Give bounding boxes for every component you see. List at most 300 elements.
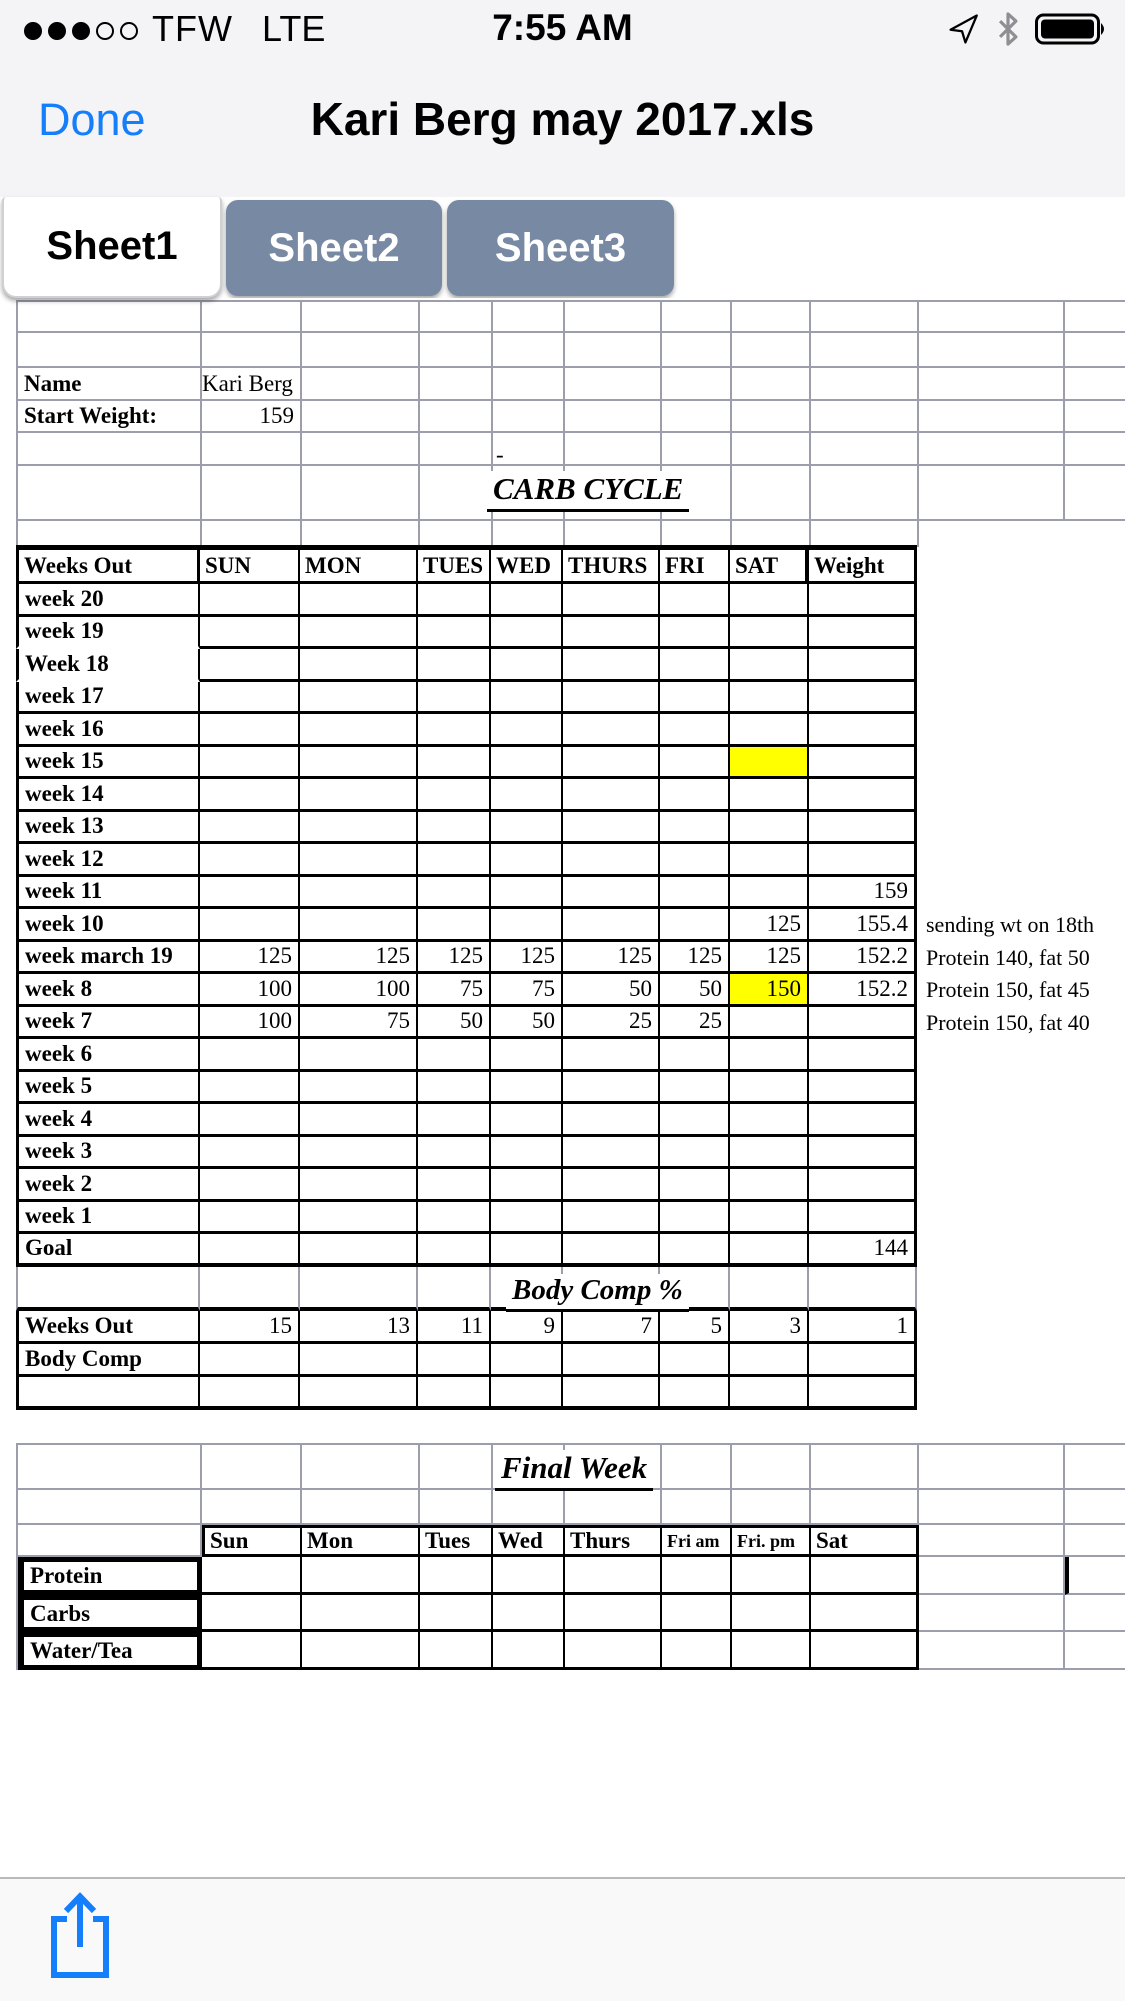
weeks-out-label: Weeks Out (16, 1311, 200, 1344)
day-cell (563, 1202, 660, 1235)
day-cell (491, 1072, 563, 1105)
cell (302, 433, 420, 466)
carrier-label: TFW (152, 8, 233, 49)
cell (420, 466, 493, 521)
day-cell (300, 649, 418, 682)
cell (811, 401, 919, 433)
cell (919, 368, 1065, 401)
day-cell (660, 1169, 730, 1202)
final-data-cell (420, 1557, 493, 1595)
day-cell (563, 1137, 660, 1170)
row-label: week 13 (16, 812, 200, 845)
final-data-cell (493, 1632, 565, 1670)
day-cell (200, 1072, 300, 1105)
cell (420, 1490, 493, 1525)
day-cell (730, 1202, 809, 1235)
day-cell (730, 682, 809, 715)
row-label: week 11 (16, 877, 200, 910)
day-cell (300, 844, 418, 877)
day-cell (300, 1039, 418, 1072)
cell (919, 1445, 1065, 1490)
weight-cell (809, 747, 917, 780)
day-cell (730, 1169, 809, 1202)
carb-cycle-table (16, 545, 1125, 1267)
cell (565, 1490, 662, 1525)
day-cell (563, 1169, 660, 1202)
final-day-header: Sat (811, 1525, 919, 1557)
carb-cycle-title: CARB CYCLE (487, 471, 689, 512)
weeks-out-value: 13 (300, 1311, 418, 1344)
cell (919, 302, 1065, 333)
day-cell (660, 1104, 730, 1137)
day-cell (200, 1039, 300, 1072)
day-cell (563, 812, 660, 845)
day-cell (660, 1039, 730, 1072)
cell (662, 1445, 732, 1490)
title-row-cell (16, 1267, 200, 1311)
note-cell (917, 617, 1125, 650)
note-cell (917, 844, 1125, 877)
day-cell (730, 1234, 809, 1267)
final-data-cell (420, 1632, 493, 1670)
note-cell (917, 649, 1125, 682)
cell (565, 368, 662, 401)
weight-cell: 152.2 (809, 974, 917, 1007)
cell (732, 1445, 811, 1490)
cell (18, 521, 202, 547)
final-data-cell (732, 1595, 811, 1632)
final-data-cell (302, 1595, 420, 1632)
column-header: TUES (418, 545, 491, 584)
day-cell: 125 (418, 942, 491, 975)
weeks-out-value: 3 (730, 1311, 809, 1344)
cell (302, 302, 420, 333)
final-data-cell (811, 1595, 919, 1632)
empty-cell (809, 1377, 917, 1410)
network-label: LTE (262, 8, 326, 49)
cell (493, 521, 565, 547)
day-cell (563, 1234, 660, 1267)
day-cell (491, 1104, 563, 1137)
cell (302, 401, 420, 433)
weight-cell (809, 1072, 917, 1105)
day-cell (491, 1169, 563, 1202)
day-cell (418, 649, 491, 682)
cell (1065, 1490, 1125, 1525)
body-comp-cell (491, 1344, 563, 1377)
final-day-header: Wed (493, 1525, 565, 1557)
day-cell (200, 909, 300, 942)
final-data-cell (565, 1595, 662, 1632)
cell (302, 1445, 420, 1490)
cell (919, 466, 1065, 521)
day-cell (418, 1169, 491, 1202)
start-weight-value: 159 (202, 401, 302, 433)
share-button[interactable] (40, 1889, 120, 1984)
cell (1065, 1632, 1125, 1670)
cell (811, 333, 919, 368)
empty-cell (200, 1377, 300, 1410)
day-cell (730, 617, 809, 650)
day-cell (200, 1202, 300, 1235)
day-cell (660, 682, 730, 715)
day-cell (660, 1072, 730, 1105)
cell (662, 333, 732, 368)
cell (662, 433, 732, 466)
cell (202, 302, 302, 333)
cell (420, 433, 493, 466)
row-label: week 7 (16, 1007, 200, 1040)
cell (732, 333, 811, 368)
row-label: week 2 (16, 1169, 200, 1202)
day-cell (563, 909, 660, 942)
column-header: Weight (809, 545, 917, 584)
final-data-cell (420, 1595, 493, 1632)
cell (919, 521, 1065, 547)
day-cell (200, 1169, 300, 1202)
day-cell (660, 779, 730, 812)
cell (493, 368, 565, 401)
final-row-label: Carbs (18, 1595, 202, 1632)
cell (662, 521, 732, 547)
top-chrome (0, 0, 1125, 197)
cell (302, 333, 420, 368)
weight-cell (809, 1202, 917, 1235)
day-cell (200, 747, 300, 780)
tab-sheet1[interactable]: Sheet1 (2, 197, 222, 298)
note-cell (917, 584, 1125, 617)
day-cell (563, 877, 660, 910)
body-comp-label: Body Comp (16, 1344, 200, 1377)
cell (565, 433, 662, 466)
body-comp-table (16, 1267, 917, 1410)
day-cell: 25 (660, 1007, 730, 1040)
cell (18, 433, 202, 466)
cell (18, 1445, 202, 1490)
day-cell: 125 (300, 942, 418, 975)
day-cell (491, 844, 563, 877)
day-cell: 75 (300, 1007, 418, 1040)
cell (420, 333, 493, 368)
day-cell: 125 (491, 942, 563, 975)
note-cell (917, 714, 1125, 747)
weight-cell: 152.2 (809, 942, 917, 975)
cell (18, 1490, 202, 1525)
day-cell (200, 682, 300, 715)
weeks-out-value: 7 (563, 1311, 660, 1344)
final-data-cell (732, 1632, 811, 1670)
cell (420, 521, 493, 547)
cell (919, 1595, 1065, 1632)
day-cell (300, 617, 418, 650)
tab-sheet2[interactable]: Sheet2 (226, 200, 442, 296)
cell (1065, 401, 1125, 433)
day-cell (563, 1104, 660, 1137)
note-cell: Protein 150, fat 45 (926, 977, 1090, 1003)
day-cell (730, 877, 809, 910)
day-cell (660, 877, 730, 910)
cell (662, 401, 732, 433)
day-cell (200, 812, 300, 845)
cell (1065, 1595, 1125, 1632)
day-cell (491, 812, 563, 845)
day-cell (730, 812, 809, 845)
note-cell (917, 877, 1125, 910)
day-cell (491, 877, 563, 910)
weeks-out-value: 11 (418, 1311, 491, 1344)
title-row-cell (200, 1267, 300, 1311)
note-cell (917, 1072, 1125, 1105)
final-day-header: Sun (202, 1525, 302, 1557)
cell (919, 1525, 1065, 1557)
day-cell (730, 1007, 809, 1040)
weight-cell (809, 1007, 917, 1040)
start-weight-label: Start Weight: (18, 401, 202, 433)
day-cell (491, 1234, 563, 1267)
cell (302, 368, 420, 401)
row-label: week 19 (16, 617, 200, 650)
day-cell (491, 909, 563, 942)
empty-cell (491, 1377, 563, 1410)
body-comp-cell (418, 1344, 491, 1377)
title-row-cell (730, 1267, 809, 1311)
cell (1065, 433, 1125, 466)
day-cell: 100 (200, 974, 300, 1007)
status-time: 7:55 AM (492, 7, 633, 48)
day-cell (418, 584, 491, 617)
day-cell (418, 877, 491, 910)
day-cell: 75 (491, 974, 563, 1007)
day-cell (660, 617, 730, 650)
final-day-header: Fri am (662, 1525, 732, 1557)
weeks-out-value: 1 (809, 1311, 917, 1344)
location-arrow-icon (947, 12, 981, 46)
body-comp-cell (660, 1344, 730, 1377)
final-day-header: Mon (302, 1525, 420, 1557)
day-cell: 125 (730, 909, 809, 942)
cell (732, 368, 811, 401)
empty-cell (418, 1377, 491, 1410)
cell (18, 1525, 202, 1557)
note-cell (917, 1202, 1125, 1235)
column-header: MON (300, 545, 418, 584)
day-cell (300, 1202, 418, 1235)
row-label: week 15 (16, 747, 200, 780)
day-cell (563, 682, 660, 715)
day-cell (300, 812, 418, 845)
day-cell (200, 1137, 300, 1170)
name-label: Name (18, 368, 202, 401)
day-cell (200, 1234, 300, 1267)
final-data-cell (811, 1557, 919, 1595)
day-cell (300, 584, 418, 617)
day-cell: 50 (418, 1007, 491, 1040)
name-value: Kari Berg (202, 368, 302, 401)
day-cell (491, 584, 563, 617)
weight-cell: 144 (809, 1234, 917, 1267)
final-row-label: Protein (18, 1557, 202, 1595)
row-label: week 16 (16, 714, 200, 747)
cell (420, 368, 493, 401)
final-day-header: Tues (420, 1525, 493, 1557)
day-cell (418, 1104, 491, 1137)
weight-cell (809, 682, 917, 715)
document-title: Kari Berg may 2017.xls (310, 93, 815, 145)
day-cell (200, 714, 300, 747)
final-row-label: Water/Tea (18, 1632, 202, 1670)
cell (919, 1557, 1065, 1595)
cell (732, 302, 811, 333)
day-cell (418, 1202, 491, 1235)
day-cell (200, 877, 300, 910)
cell (1065, 1525, 1125, 1557)
column-header: SAT (730, 545, 809, 584)
row-label: week 17 (16, 682, 200, 715)
empty-cell (730, 1377, 809, 1410)
day-cell (200, 617, 300, 650)
day-cell (563, 747, 660, 780)
day-cell (491, 617, 563, 650)
day-cell (660, 1202, 730, 1235)
cell (420, 401, 493, 433)
final-data-cell (302, 1557, 420, 1595)
weight-cell (809, 1039, 917, 1072)
day-cell (418, 1137, 491, 1170)
final-data-cell (732, 1557, 811, 1595)
day-cell (563, 844, 660, 877)
cell (811, 433, 919, 466)
day-cell (418, 714, 491, 747)
body-comp-cell (300, 1344, 418, 1377)
day-cell: 125 (563, 942, 660, 975)
cell (662, 368, 732, 401)
empty-cell (660, 1377, 730, 1410)
cell (420, 302, 493, 333)
note-cell (917, 747, 1125, 780)
cell (1065, 1445, 1125, 1490)
cell (1065, 333, 1125, 368)
final-data-cell (202, 1632, 302, 1670)
day-cell (660, 1234, 730, 1267)
day-cell (418, 747, 491, 780)
cell (18, 333, 202, 368)
day-cell (300, 1169, 418, 1202)
row-label: Goal (16, 1234, 200, 1267)
day-cell (491, 779, 563, 812)
body-comp-cell (200, 1344, 300, 1377)
spreadsheet-viewport[interactable] (0, 298, 1125, 1678)
cell (919, 1490, 1065, 1525)
cell (202, 1445, 302, 1490)
empty-cell (16, 1377, 200, 1410)
note-cell (917, 1137, 1125, 1170)
day-cell (660, 812, 730, 845)
day-cell (730, 649, 809, 682)
title-row-cell (300, 1267, 418, 1311)
day-cell (730, 1072, 809, 1105)
done-button[interactable]: Done (38, 94, 146, 145)
weight-cell (809, 844, 917, 877)
weight-cell (809, 1169, 917, 1202)
bluetooth-icon (995, 10, 1021, 48)
cell (1065, 466, 1125, 521)
cell (202, 333, 302, 368)
cell (302, 521, 420, 547)
final-day-header: Thurs (565, 1525, 662, 1557)
final-data-cell (565, 1632, 662, 1670)
weeks-out-value: 5 (660, 1311, 730, 1344)
cell (732, 521, 811, 547)
cell (565, 302, 662, 333)
day-cell (418, 682, 491, 715)
note-cell (917, 1234, 1125, 1267)
row-label: week 12 (16, 844, 200, 877)
weight-cell (809, 1104, 917, 1137)
day-cell (300, 1072, 418, 1105)
day-cell (730, 747, 809, 780)
day-cell (730, 1039, 809, 1072)
cell (811, 1445, 919, 1490)
final-data-cell (302, 1632, 420, 1670)
day-cell (730, 1104, 809, 1137)
tab-sheet3[interactable]: Sheet3 (447, 200, 674, 296)
column-header: SUN (200, 545, 300, 584)
cell (811, 521, 919, 547)
day-cell (418, 909, 491, 942)
day-cell: 50 (660, 974, 730, 1007)
day-cell (730, 779, 809, 812)
body-comp-cell (809, 1344, 917, 1377)
cell (565, 333, 662, 368)
day-cell (660, 714, 730, 747)
cell (420, 1445, 493, 1490)
day-cell: 25 (563, 1007, 660, 1040)
day-cell (491, 1202, 563, 1235)
cell (811, 1490, 919, 1525)
day-cell (563, 1072, 660, 1105)
dash-cell: - (493, 433, 565, 466)
day-cell: 150 (730, 974, 809, 1007)
note-cell: Protein 140, fat 50 (926, 944, 1090, 970)
day-cell (660, 909, 730, 942)
day-cell (300, 779, 418, 812)
row-label: week 6 (16, 1039, 200, 1072)
day-cell: 100 (300, 974, 418, 1007)
day-cell (660, 1137, 730, 1170)
day-cell (300, 1137, 418, 1170)
row-label: Week 18 (16, 649, 200, 682)
cell (302, 1490, 420, 1525)
note-cell (917, 779, 1125, 812)
cell (18, 466, 202, 521)
day-cell (563, 649, 660, 682)
day-cell (418, 779, 491, 812)
day-cell (660, 584, 730, 617)
cell (202, 1490, 302, 1525)
cell (662, 1490, 732, 1525)
weight-cell (809, 617, 917, 650)
cell (919, 433, 1065, 466)
cell (565, 401, 662, 433)
final-data-cell (662, 1557, 732, 1595)
day-cell (730, 1137, 809, 1170)
day-cell: 75 (418, 974, 491, 1007)
row-label: week march 19 (16, 942, 200, 975)
cell (662, 302, 732, 333)
day-cell (200, 584, 300, 617)
cell (919, 333, 1065, 368)
weight-cell (809, 812, 917, 845)
